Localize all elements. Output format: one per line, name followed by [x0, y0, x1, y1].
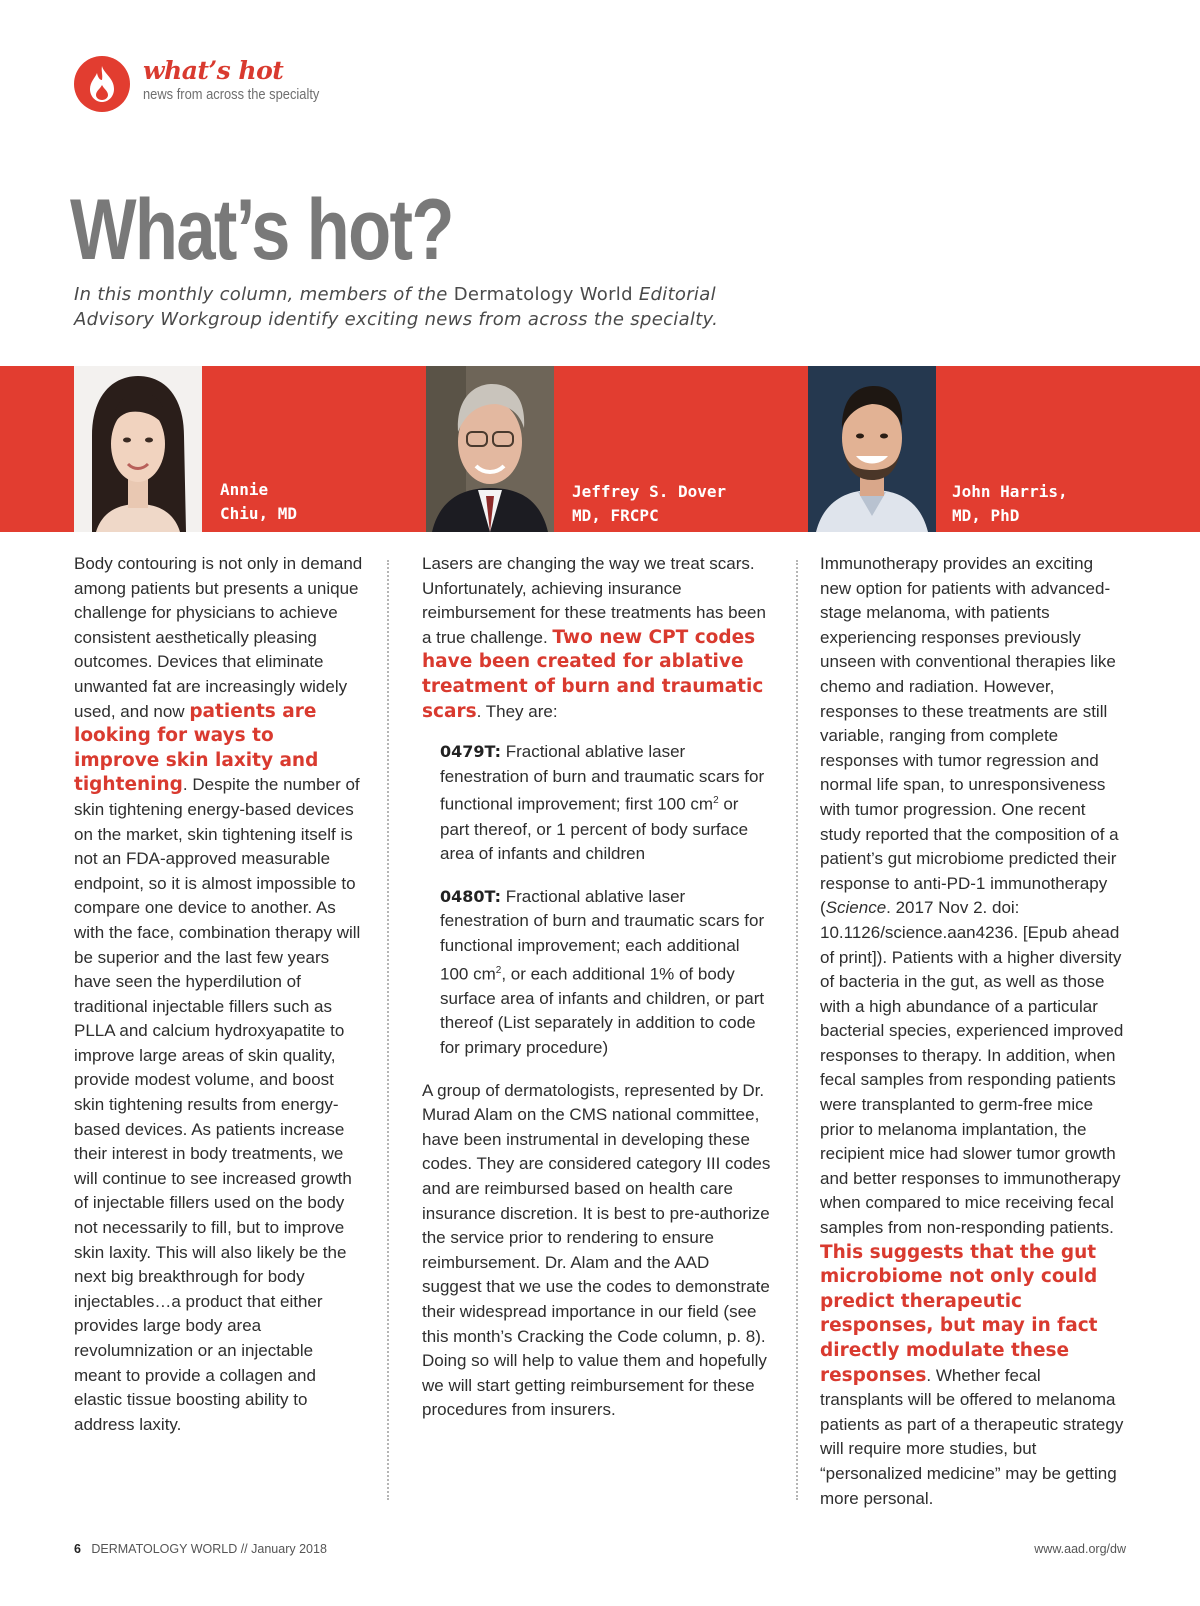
paragraph	[74, 552, 364, 1437]
issue-date: January 2018	[251, 1542, 327, 1556]
column-divider	[387, 560, 389, 1500]
article-title: What’s hot?	[70, 182, 453, 278]
author-name-line1: Annie	[220, 480, 269, 499]
cpt-code-0480t	[422, 885, 772, 1061]
code-text: or part thereof, or 1 percent of body surface area of infants and children	[440, 795, 749, 864]
author-name-line2: MD, FRCPC	[572, 506, 659, 525]
cpt-code-0479t	[422, 740, 772, 867]
author-name-dover	[572, 480, 726, 528]
intro-part2: Editorial Advisory Workgroup identify exciting news from across the specialty.	[74, 284, 719, 330]
flame-logo-icon	[74, 56, 130, 112]
column-divider	[796, 560, 798, 1500]
author-name-line1: Jeffrey S. Dover	[572, 482, 727, 501]
section-header	[143, 56, 348, 104]
author-name-chiu	[220, 478, 297, 526]
journal-name: Science	[825, 898, 887, 918]
author-photo-chiu	[74, 366, 202, 532]
intro-part1: In this monthly column, members of the	[74, 284, 454, 305]
page-number: 6	[74, 1542, 81, 1556]
author-photo-harris	[808, 366, 936, 532]
text: . 2017 Nov 2. doi: 10.1126/science.aan4236. [Epub ahead of print]). Patients with a higher diversity of bacteria in the gut, as well as those with a high abundance of a particular bacterial species, experienced improved responses to therapy. In addition, when fecal samples from responding patients were transplanted to germ-free mice prior to melanoma implantation, the recipient mice had slower tumor growth and better responses to immunotherapy when compared to mice receiving fecal samples from non-responding patients.	[820, 898, 1124, 1238]
highlight-text: This suggests that the gut microbiome not only could predict therapeutic responses, but may in fact directly modulate these responses	[820, 1241, 1098, 1386]
paragraph	[422, 552, 772, 724]
magazine-name: DERMATOLOGY WORLD	[91, 1542, 238, 1556]
column-dover	[422, 552, 772, 1439]
text: Lasers are changing the way we treat scars. Unfortunately, achieving insurance reimbursement for these treatments has been a true challenge.	[422, 554, 766, 647]
author-name-harris	[952, 480, 1068, 528]
code-text: Fractional ablative laser fenestration of burn and traumatic scars for functional improvement; each additional 100 cm	[440, 886, 765, 984]
text: Body contouring is not only in demand among patients but presents a unique challenge for physicians to achieve consistent aesthetically pleasing outcomes. Devices that eliminate unwanted fat are increasingly widely used, and now	[74, 554, 363, 721]
footer-left	[74, 1542, 327, 1556]
highlight-text: Two new CPT codes have been created for ablative treatment of burn and traumatic scars	[422, 626, 764, 722]
superscript: 2	[495, 964, 502, 976]
article-intro	[74, 282, 774, 332]
section-title: what’s hot	[143, 56, 284, 85]
intro-publication: Dermatology World	[453, 284, 633, 305]
superscript: 2	[713, 795, 719, 807]
author-name-line2: Chiu, MD	[220, 504, 298, 523]
highlight-text: patients are looking for ways to improve skin laxity and tightening	[74, 700, 319, 796]
text: Immunotherapy provides an exciting new option for patients with advanced-stage melanoma, with patients experiencing responses previously unseen with conventional therapies like chemo and radiation. However, responses to these treatments are still variable, ranging from complete responses with tumor regression and normal life span, to unresponsiveness with tumor progression. One recent study reported that the composition of a patient’s gut microbiome predicted their response to anti-PD-1 immunotherapy (	[820, 554, 1119, 918]
paragraph	[820, 552, 1128, 1511]
section-subtitle: news from across the specialty	[143, 86, 320, 103]
code-label: 0479T:	[440, 742, 501, 762]
code-text: , or each additional 1% of body surface area of infants and children, or part thereof (List separately in addition to code for primary procedure)	[440, 964, 765, 1057]
author-name-line1: John Harris,	[952, 482, 1068, 501]
text: A group of dermatologists, represented by Dr. Murad Alam on the CMS national committee, have been instrumental in developing these codes. They are considered category III codes and are reimbursed based on health care insurance discretion. It is best to pre-authorize the service prior to rendering to ensure reimbursement. Dr. Alam and the AAD suggest that we use the codes to demonstrate their widespread importance in our field (see this month’s Cracking the Code column, p. 8). Doing so will help to value them and hopefully we will start getting reimbursement for these procedures from insurers.	[422, 1080, 771, 1420]
text: . They are:	[476, 701, 558, 721]
separator: //	[237, 1542, 252, 1556]
text: . Despite the number of skin tightening energy-based devices on the market, skin tightening itself is not an FDA-approved measurable endpoint, so it is almost impossible to compare one device to another. As with the face, combination therapy will be superior and the last few years have seen the hyperdilution of traditional injectable fillers such as PLLA and calcium hydroxyapatite to improve large areas of skin quality, provide modest volume, and boost skin tightening results from energy-based devices. As patients increase their interest in body treatments, we will continue to see increased growth of injectable fillers used on the body not necessarily to fill, but to improve skin laxity. This will also likely be the next big breakthrough for body injectables…a product that either provides large body area revolumnization or an injectable meant to provide a collagen and elastic tissue boosting ability to address laxity.	[74, 775, 361, 1434]
code-text: Fractional ablative laser fenestration of burn and traumatic scars for functional improvement; first 100 cm	[440, 742, 765, 814]
column-chiu	[74, 552, 364, 1453]
author-photo-dover	[426, 366, 554, 532]
author-name-line2: MD, PhD	[952, 506, 1020, 525]
text: . Whether fecal transplants will be offered to melanoma patients as part of a therapeutic strategy will require more studies, but “personalized medicine” may be getting more personal.	[820, 1365, 1124, 1508]
column-harris	[820, 552, 1128, 1527]
footer-url[interactable]: www.aad.org/dw	[1034, 1542, 1126, 1556]
code-label: 0480T:	[440, 886, 501, 906]
paragraph	[422, 1079, 772, 1423]
